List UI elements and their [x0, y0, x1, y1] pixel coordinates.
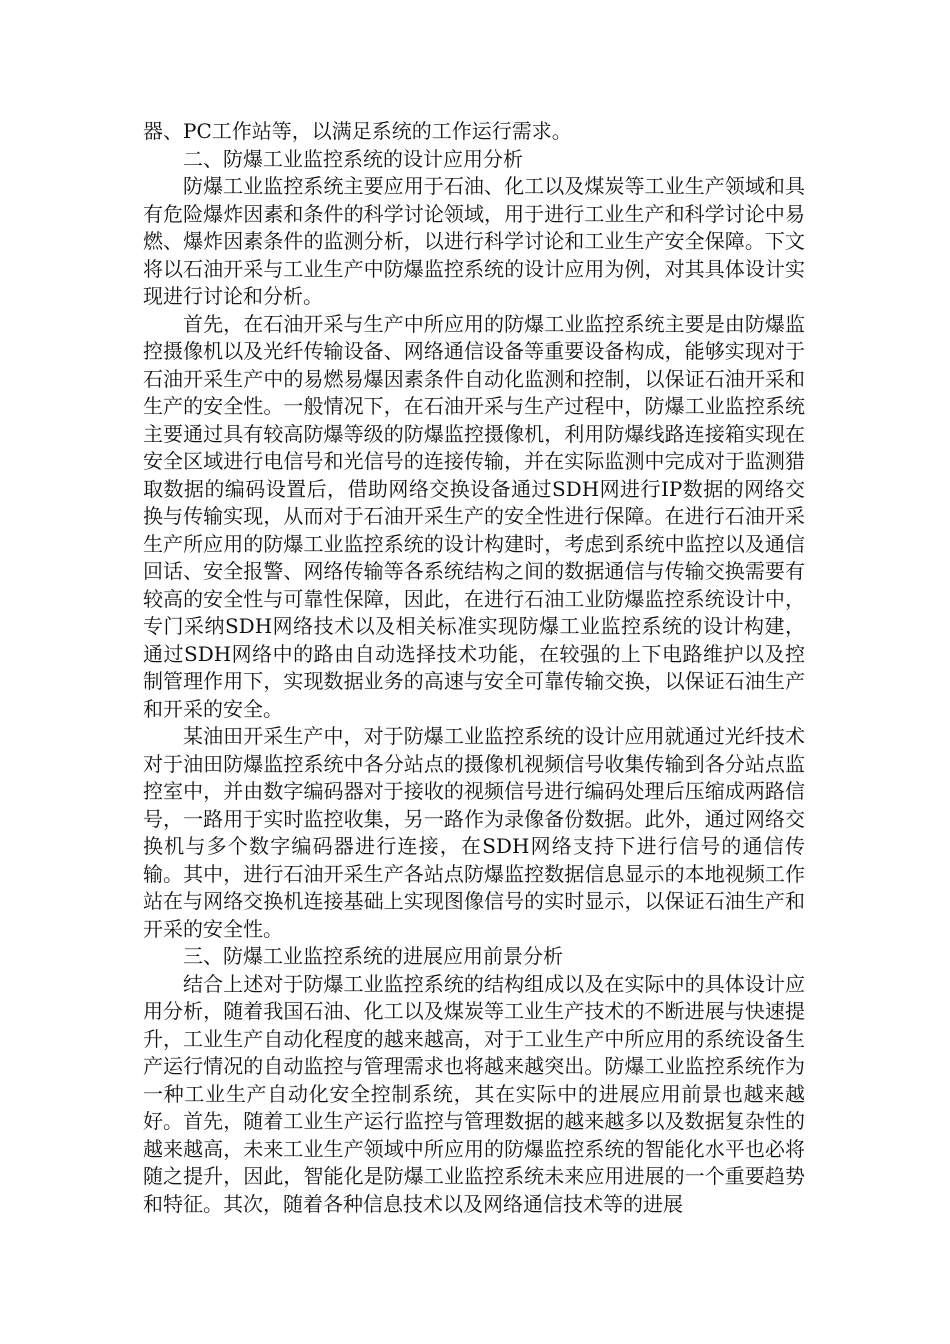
section-heading-2: 二、防爆工业监控系统的设计应用分析 — [183, 146, 523, 171]
paragraph-oil-system: 首先，在石油开采与生产中所应用的防爆工业监控系统主要是由防爆监控摄像机以及光纤传输设备、网络通信设备等重要设备构成，能够实现对于石油开采生产中的易燃易爆因素条件自动化监测和控制，以保证石油开采和生产的安全性。一般情况下，在石油开采与生产过程中，防爆工业监控系统主要通过具有较高防爆等级的防爆监控摄像机，利用防爆线路连接箱实现在安全区域进行电信号和光信号的连接传输，并在实际监测中完成对于监测猎取数据的编码设置后，借助网络交换设备通过SDH网进行IP数据的网络交换与传输实现，从而对于石油开采生产的安全性进行保障。在进行石油开采生产所应用的防爆工业监控系统的设计构建时，考虑到系统中监控以及通信回话、安全报警、网络传输等各系统结构之间的数据通信与传输交换需要有较高的安全性与可靠性保障，因此，在进行石油工业防爆监控系统设计中，专门采纳SDH网络技术以及相关标准实现防爆工业监控系统的设计构建，通过SDH网络中的路由自动选择技术功能，在较强的上下电路维护以及控制管理作用下，实现数据业务的高速与安全可靠传输交换，以保证石油生产和开采的安全。 — [143, 311, 805, 721]
paragraph-prospects: 结合上述对于防爆工业监控系统的结构组成以及在实际中的具体设计应用分析，随着我国石油、化工以及煤炭等工业生产技术的不断进展与快速提升，工业生产自动化程度的越来越高，对于工业生产中所应用的系统设备生产运行情况的自动监控与管理需求也将越来越突出。防爆工业监控系统作为一种工业生产自动化安全控制系统，其在实际中的进展应用前景也越来越好。首先，随着工业生产运行监控与管理数据的越来越多以及数据复杂性的越来越高，未来工业生产领域中所应用的防爆监控系统的智能化水平也必将随之提升，因此，智能化是防爆工业监控系统未来应用进展的一个重要趋势和特征。其次，随着各种信息技术以及网络通信技术等的进展 — [143, 971, 805, 1216]
document-body — [143, 118, 805, 1218]
paragraph-oilfield-case: 某油田开采生产中，对于防爆工业监控系统的设计应用就通过光纤技术对于油田防爆监控系统中各分站点的摄像机视频信号收集传输到各分站点监控室中，并由数字编码器对于接收的视频信号进行编码处理后压缩成两路信号，一路用于实时监控收集，另一路作为录像备份数据。此外，通过网络交换机与多个数字编码器进行连接，在SDH网络支持下进行信号的通信传输。其中，进行石油开采生产各站点防爆监控数据信息显示的本地视频工作站在与网络交换机连接基础上实现图像信号的实时显示，以保证石油生产和开采的安全性。 — [143, 724, 805, 941]
paragraph-overview: 防爆工业监控系统主要应用于石油、化工以及煤炭等工业生产领域和具有危险爆炸因素和条件的科学讨论领域，用于进行工业生产和科学讨论中易燃、爆炸因素条件的监测分析，以进行科学讨论和工业生产安全保障。下文将以石油开采与工业生产中防爆监控系统的设计应用为例，对其具体设计实现进行讨论和分析。 — [143, 174, 805, 308]
section-heading-3: 三、防爆工业监控系统的进展应用前景分析 — [183, 944, 563, 968]
paragraph-continuation: 器、PC工作站等，以满足系统的工作运行需求。 — [143, 119, 572, 143]
